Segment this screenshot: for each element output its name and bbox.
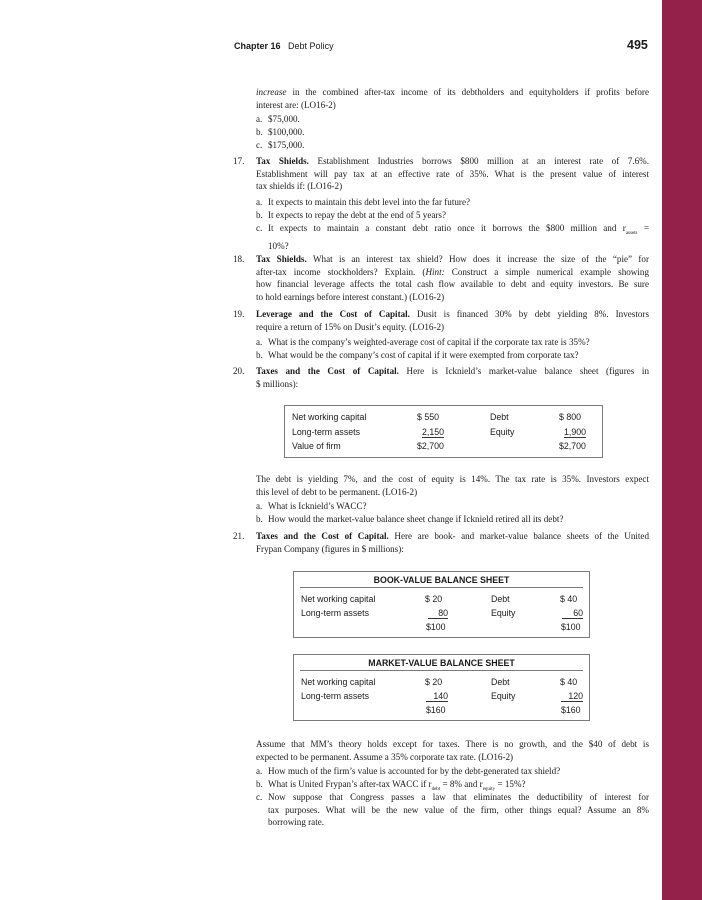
item-label: b.	[256, 350, 263, 360]
item-text	[268, 222, 649, 253]
q21-title: Taxes and the Cost of Capital.	[256, 531, 389, 541]
q17-body	[256, 155, 649, 193]
q19-body	[256, 308, 649, 333]
q17-line1: Establishment Industries borrows $800 million at an interest rate of 7.6%.	[317, 156, 650, 166]
q21-item-a	[256, 765, 649, 778]
item-text-mid: = 8% and r	[440, 779, 483, 789]
bs-value: 80	[428, 608, 448, 619]
chapter-title: Debt Policy	[288, 41, 334, 51]
chapter-label: Chapter 16	[234, 41, 281, 51]
bs-row-label: Debt	[491, 677, 510, 687]
item-label: b.	[256, 127, 263, 137]
q20-item-b	[256, 513, 649, 526]
bs-row-label: Long-term assets	[292, 427, 360, 437]
q21-body	[256, 530, 649, 555]
q16-item-b	[256, 126, 649, 139]
q21-para-line1: Assume that MM’s theory holds except for taxes. There is no growth, and the $40 of debt is	[256, 739, 649, 749]
q19-line2: require a return of 15% on Dusit’s equity. (LO16-2)	[256, 321, 445, 332]
item-text: How would the market-value balance sheet change if Icknield retired all its debt?	[268, 514, 564, 524]
bs-value: $100	[426, 622, 446, 632]
bs-value: $ 20	[425, 594, 443, 604]
q16-item-c	[256, 139, 649, 152]
item-label: c.	[256, 223, 263, 233]
q17-item-c	[256, 222, 649, 253]
q18-line2: after-tax income stockholders? Explain. (	[256, 266, 426, 277]
q18-line3: how financial leverage affects the total cash flow available to debt and equity investors. Be sure	[256, 279, 649, 290]
item-text-line2: tax purposes. What will be the new value of the firm, other things equal? Assume an 8%	[268, 804, 649, 815]
item-text-eq: =	[637, 223, 650, 233]
bs-value: $ 800	[559, 412, 582, 422]
page-edge-color-band	[662, 0, 702, 900]
bs-value: 1,900	[564, 427, 587, 437]
bs-row-label: Net working capital	[301, 594, 376, 604]
subscript: assets	[625, 230, 638, 236]
item-text: $75,000.	[268, 114, 300, 124]
bs-row-label: Net working capital	[292, 412, 367, 422]
bs-row-label: Long-term assets	[301, 608, 369, 618]
q18-number: 18.	[233, 254, 245, 264]
q18-line1: What is an interest tax shield? How does it increase the size of the “pie” for	[312, 254, 650, 264]
bs-value: $100	[561, 622, 581, 632]
running-header	[234, 41, 334, 51]
item-label: a.	[256, 501, 263, 511]
item-text-line1: Now suppose that Congress passes a law that eliminates the deductibility of interest for	[268, 792, 649, 802]
q18-body	[256, 253, 649, 303]
q19-item-a	[256, 336, 649, 349]
q21-line1: Here are book- and market-value balance sheets of the United	[394, 531, 650, 541]
q20-number: 20.	[233, 366, 245, 376]
item-label: c.	[256, 140, 263, 150]
item-label: b.	[256, 514, 263, 524]
bs-row-label: Debt	[490, 412, 509, 422]
bs-value: $2,700	[559, 441, 586, 451]
item-label: b.	[256, 779, 263, 789]
q20-para-line1: The debt is yielding 7%, and the cost of equity is 14%. The tax rate is 35%. Investors expect	[256, 474, 649, 484]
item-text: It expects to repay the debt at the end of 5 years?	[268, 210, 447, 220]
bs-row-label: Net working capital	[301, 677, 376, 687]
item-text: What is Icknield’s WACC?	[268, 501, 367, 511]
q17-title: Tax Shields.	[256, 156, 309, 166]
q18-hint: Hint:	[425, 266, 445, 277]
item-text-main: It expects to maintain a constant debt ratio once it borrows the $800 million and r	[268, 223, 626, 233]
q19-item-b	[256, 349, 649, 362]
item-label: a.	[256, 337, 263, 347]
q17-line3: tax shields if: (LO16-2)	[256, 181, 343, 192]
q17-line2: Establishment will pay tax at an effective rate of 35%. What is the present value of interest	[256, 168, 649, 179]
bs-row-label: Debt	[491, 594, 510, 604]
bs-value: $160	[426, 705, 446, 715]
q17-number: 17.	[233, 156, 245, 166]
item-text-line3: borrowing rate.	[268, 817, 325, 828]
item-label: a.	[256, 197, 263, 207]
item-label: b.	[256, 210, 263, 220]
q21-number: 21.	[233, 531, 245, 541]
item-text: How much of the firm’s value is accounted for by the debt-generated tax shield?	[268, 766, 561, 776]
page-number: 495	[627, 38, 648, 52]
q20-paragraph	[256, 473, 649, 498]
item-text-line2: 10%?	[268, 241, 289, 252]
q18-line4: to hold earnings before interest constant.) (LO16-2)	[256, 291, 445, 302]
bs-value: $160	[561, 705, 581, 715]
q21-item-c	[256, 791, 649, 829]
q19-line1: Dusit is financed 30% by debt yielding 8%. Investors	[416, 309, 649, 319]
book-value-heading: BOOK-VALUE BALANCE SHEET	[300, 572, 583, 588]
bs-row-label: Value of firm	[292, 441, 341, 451]
q20-line2: $ millions):	[256, 378, 299, 389]
bs-value: 120	[561, 691, 583, 702]
bs-value: $2,700	[417, 441, 444, 451]
bs-row-label: Equity	[491, 691, 516, 701]
q20-body	[256, 365, 649, 390]
q16-intro-emphasis: increase	[256, 87, 287, 97]
q16-item-a	[256, 113, 649, 126]
q18-title: Tax Shields.	[256, 254, 307, 264]
item-text: $100,000.	[268, 127, 305, 137]
item-text: What is the company’s weighted-average cost of capital if the corporate tax rate is 35%?	[268, 337, 590, 347]
q17-item-a	[256, 196, 649, 209]
item-text: It expects to maintain this debt level into the far future?	[268, 197, 471, 207]
subscript: equity	[482, 786, 496, 792]
bs-row-label: Equity	[491, 608, 516, 618]
bs-value: $ 40	[560, 677, 578, 687]
subscript: debt	[431, 786, 441, 792]
bs-value: 60	[562, 608, 583, 619]
q16-intro	[256, 86, 649, 111]
item-label: c.	[256, 792, 263, 802]
item-label: a.	[256, 766, 263, 776]
q20-para-line2: this level of debt to be permanent. (LO16-2)	[256, 486, 418, 497]
q18-line2b: Construct a simple numerical example showing	[444, 266, 649, 277]
bs-row-label: Long-term assets	[301, 691, 369, 701]
bs-row-label: Equity	[490, 427, 515, 437]
market-value-heading: MARKET-VALUE BALANCE SHEET	[300, 655, 583, 671]
q21-para-line2: expected to be permanent. Assume a 35% corporate tax rate. (LO16-2)	[256, 751, 514, 762]
q17-item-b	[256, 209, 649, 222]
bs-value: $ 550	[417, 412, 440, 422]
q19-title: Leverage and the Cost of Capital.	[256, 309, 410, 319]
bs-value: $ 20	[425, 677, 443, 687]
item-text-post: = 15%?	[495, 779, 526, 789]
q20-title: Taxes and the Cost of Capital.	[256, 366, 399, 376]
q19-number: 19.	[233, 309, 245, 319]
q21-paragraph	[256, 738, 649, 763]
item-label: a.	[256, 114, 263, 124]
q16-intro-line2: interest are: (LO16-2)	[256, 99, 336, 110]
bs-value: 140	[426, 691, 448, 702]
item-text: $175,000.	[268, 140, 305, 150]
item-text	[268, 791, 649, 829]
item-text: What would be the company’s cost of capital if it were exempted from corporate tax?	[268, 350, 579, 360]
q21-line2: Frypan Company (figures in $ millions):	[256, 543, 404, 554]
q20-item-a	[256, 500, 649, 513]
bs-value: $ 40	[560, 594, 578, 604]
q20-line1: Here is Icknield’s market-value balance sheet (figures in	[406, 366, 649, 376]
bs-value: 2,150	[422, 427, 445, 437]
item-text-pre: What is United Frypan’s after-tax WACC if r	[268, 779, 432, 789]
q16-intro-text: in the combined after-tax income of its debtholders and equityholders if profits before	[292, 87, 649, 97]
